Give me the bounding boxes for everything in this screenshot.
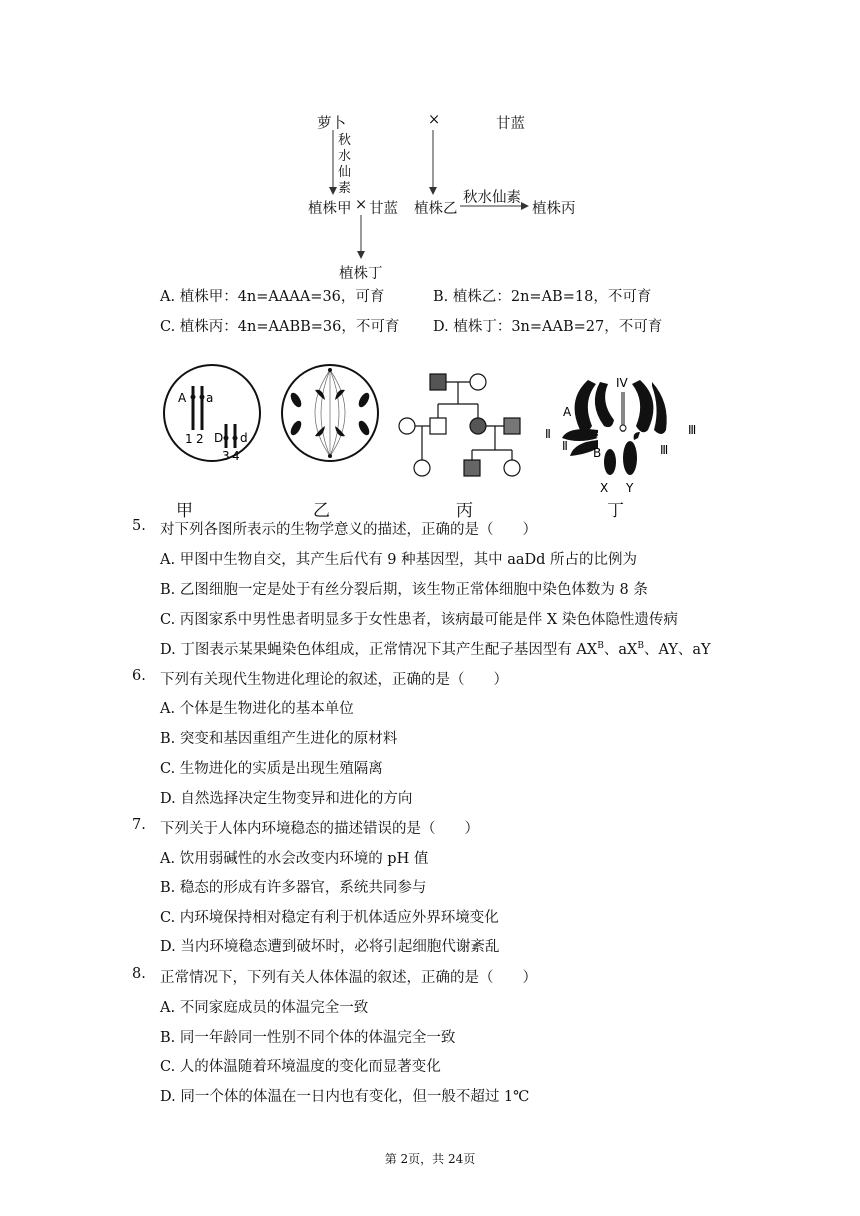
chromosome-label: Ⅲ — [660, 443, 669, 457]
colchicine-horizontal: 秋水仙素 — [463, 190, 521, 206]
q7-option-d: D. 当内环境稳态遭到破坏时，必将引起细胞代谢紊乱 — [160, 939, 500, 955]
colchicine-char: 水 — [338, 149, 352, 164]
gene-label: 4 — [232, 449, 240, 463]
ganlan-top-label: 甘蓝 — [496, 116, 525, 132]
q8-option-d: D. 同一个体的体温在一日内也有变化，但一般不超过 1℃ — [160, 1089, 530, 1105]
fig-yi-caption: 乙 — [313, 501, 330, 521]
superscript: B — [597, 641, 604, 652]
q5-stem: 对下列各图所表示的生物学意义的描述，正确的是（ ） — [160, 522, 537, 538]
chromosome-label: Ⅱ — [545, 427, 551, 441]
colchicine-char: 仙 — [338, 165, 352, 180]
q6-option-b: B. 突变和基因重组产生进化的原材料 — [160, 731, 398, 747]
fig-bing-pedigree — [399, 374, 520, 476]
q8-stem: 正常情况下，下列有关人体体温的叙述，正确的是（ ） — [160, 970, 537, 986]
chromosome-label: Ⅱ — [562, 439, 568, 453]
plant-jia-label: 植株甲 — [308, 201, 352, 217]
q6-number: 6. — [132, 668, 146, 684]
colchicine-char: 秋 — [338, 133, 352, 148]
q7-stem: 下列关于人体内环境稳态的描述错误的是（ ） — [160, 821, 479, 837]
q6-option-a: A. 个体是生物进化的基本单位 — [160, 701, 354, 717]
gene-label: D — [214, 431, 224, 445]
q4-option-a: A. 植株甲：4n=AAAA=36，可育 — [160, 289, 385, 305]
chromosome-label: A — [563, 405, 572, 419]
fig-jia-cell — [164, 365, 260, 463]
fig-bing-caption: 丙 — [456, 501, 473, 521]
chromosome-label: Ⅲ — [688, 423, 697, 437]
fig-jia-caption: 甲 — [176, 501, 193, 521]
chromosome-label: X — [600, 481, 609, 495]
q5-option-d-text: D. 丁图表示某果蝇染色体组成，正常情况下其产生配子基因型有 AX — [160, 642, 598, 658]
q8-number: 8. — [132, 966, 146, 982]
fig-ding-karyotype — [545, 376, 696, 495]
q4-option-d: D. 植株丁：3n=AAB=27，不可育 — [433, 319, 663, 335]
breeding-arrows — [0, 0, 860, 290]
q5-option-d-text: 、AY、aY — [643, 642, 711, 658]
q7-number: 7. — [132, 817, 146, 833]
gene-label: d — [240, 431, 248, 445]
q8-option-c: C. 人的体温随着环境温度的变化而显著变化 — [160, 1059, 441, 1075]
q5-option-a: A. 甲图中生物自交，其产生后代有 9 种基因型，其中 aaDd 所占的比例为 — [160, 552, 638, 568]
gene-label: A — [178, 391, 187, 405]
chromosome-label: a — [596, 429, 603, 442]
q8-option-b: B. 同一年龄同一性别不同个体的体温完全一致 — [160, 1030, 456, 1046]
superscript: B — [637, 641, 644, 652]
q6-option-c: C. 生物进化的实质是出现生殖隔离 — [160, 761, 383, 777]
q7-option-b: B. 稳态的形成有许多器官，系统共同参与 — [160, 880, 427, 896]
gene-label: a — [206, 391, 214, 405]
cross-symbol: × — [428, 112, 441, 128]
fig-yi-cell — [282, 365, 378, 461]
plant-yi-label: 植株乙 — [414, 201, 458, 217]
chromosome-label: IV — [616, 376, 628, 390]
q5-option-d-text: 、aX — [603, 642, 638, 658]
gene-label: 2 — [196, 432, 204, 446]
figures-row — [0, 360, 860, 520]
colchicine-char: 素 — [338, 181, 352, 196]
q5-number: 5. — [132, 518, 146, 534]
q6-stem: 下列有关现代生物进化理论的叙述，正确的是（ ） — [160, 672, 508, 688]
gene-label: 3 — [222, 449, 230, 463]
q5-option-b: B. 乙图细胞一定是处于有丝分裂后期，该生物正常体细胞中染色体数为 8 条 — [160, 582, 648, 598]
ganlan-mid-label: 甘蓝 — [369, 201, 398, 217]
luobo-label: 萝卜 — [317, 116, 346, 132]
q7-option-c: C. 内环境保持相对稳定有利于机体适应外界环境变化 — [160, 910, 499, 926]
page-footer: 第 2页，共 24页 — [384, 1152, 476, 1166]
q7-option-a: A. 饮用弱碱性的水会改变内环境的 pH 值 — [160, 851, 429, 867]
plant-bing-label: 植株丙 — [532, 201, 576, 217]
chromosome-label: B — [593, 446, 602, 460]
fig-ding-caption: 丁 — [607, 501, 624, 521]
q5-option-d — [160, 638, 711, 659]
q4-option-c: C. 植株丙：4n=AABB=36，不可育 — [160, 319, 400, 335]
chromosome-label: Y — [626, 481, 634, 495]
q8-option-a: A. 不同家庭成员的体温完全一致 — [160, 1000, 369, 1016]
cross-symbol: × — [355, 197, 368, 213]
gene-label: 1 — [185, 432, 193, 446]
q6-option-d: D. 自然选择决定生物变异和进化的方向 — [160, 791, 413, 807]
plant-ding-label: 植株丁 — [339, 266, 383, 282]
q4-option-b: B. 植株乙：2n=AB=18，不可育 — [433, 289, 652, 305]
q5-option-c: C. 丙图家系中男性患者明显多于女性患者，该病最可能是伴 X 染色体隐性遗传病 — [160, 612, 678, 628]
